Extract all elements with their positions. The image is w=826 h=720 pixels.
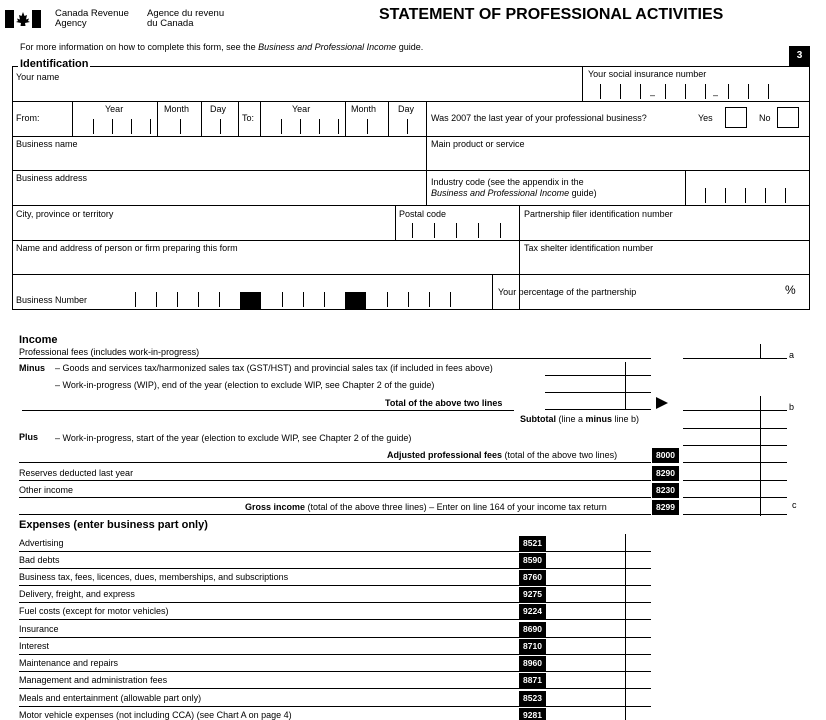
expense-amount[interactable]: [547, 553, 651, 568]
from-day-label: Day: [210, 104, 227, 114]
to-month-label: Month: [351, 104, 377, 114]
wip-start-amount[interactable]: [683, 431, 787, 446]
info-line: [20, 42, 423, 53]
partnership-pct-field[interactable]: [660, 280, 780, 300]
expense-code: 9224: [519, 604, 546, 619]
professional-fees-label: Professional fees (includes work-in-progress): [19, 347, 200, 357]
expense-code: 8590: [519, 553, 546, 568]
gross-income-code: 8299: [652, 500, 679, 515]
expense-code: 8871: [519, 673, 546, 688]
expense-label: Management and administration fees: [19, 675, 168, 685]
income-title: Income: [19, 334, 58, 346]
agency-en-line1: Canada Revenue: [55, 8, 129, 19]
adjusted-fees-bold: Adjusted professional fees: [387, 450, 503, 460]
business-number-field[interactable]: [135, 292, 480, 310]
expense-row-advertising: [0, 535, 826, 552]
expense-label: Delivery, freight, and express: [19, 589, 135, 599]
expense-code: 8521: [519, 536, 546, 551]
from-label: From:: [16, 113, 40, 123]
gst-label: – Goods and services tax/harmonized sales tax (GST/HST) and provincial sales tax (if included in fees above): [55, 363, 493, 373]
sin-label: Your social insurance number: [588, 69, 707, 79]
partnership-filer-label: Partnership filer identification number: [524, 209, 673, 219]
info-prefix: For more information on how to complete this form, see the: [20, 42, 259, 52]
industry-code-guide-suffix: guide): [569, 188, 597, 198]
gross-income-bold: Gross income: [245, 502, 306, 512]
expenses-list: [0, 535, 826, 720]
to-year-label: Year: [292, 104, 311, 114]
partnership-pct-label: Your percentage of the partnership: [498, 287, 637, 297]
other-income-code: 8230: [652, 483, 679, 498]
expense-row-interest: [0, 638, 826, 655]
wip-end-label: – Work-in-progress (WIP), end of the year (election to exclude WIP, see Chapter 2 of the guide): [55, 380, 435, 390]
percent-sign: %: [785, 283, 796, 297]
business-number-label: Business Number: [16, 295, 88, 305]
info-suffix: guide.: [396, 42, 424, 52]
expense-label: Advertising: [19, 538, 64, 548]
subtotal-amount[interactable]: [683, 414, 787, 429]
industry-code-line1: Industry code (see the appendix in the: [431, 177, 584, 187]
agency-name-en: [55, 9, 129, 29]
expense-row-business-tax: [0, 569, 826, 586]
your-name-field[interactable]: [13, 67, 581, 101]
gross-income-amount[interactable]: [683, 500, 787, 515]
expense-amount[interactable]: [547, 570, 651, 585]
expense-label: Insurance: [19, 624, 59, 634]
expense-amount[interactable]: [547, 691, 651, 706]
expense-row-management: [0, 672, 826, 689]
line-b-amount[interactable]: [683, 396, 787, 411]
expense-row-insurance: [0, 621, 826, 638]
postal-code-label: Postal code: [399, 209, 447, 219]
total-two-lines-label: Total of the above two lines: [385, 398, 503, 408]
adjusted-fees-label: [387, 450, 617, 461]
gross-income-label: [245, 502, 607, 513]
expense-label: Fuel costs (except for motor vehicles): [19, 606, 169, 616]
expense-label: Business tax, fees, licences, dues, memberships, and subscriptions: [19, 572, 289, 582]
wip-start-label: – Work-in-progress, start of the year (election to exclude WIP, see Chapter 2 of the guide): [55, 433, 412, 443]
wip-end-amount[interactable]: [545, 378, 651, 393]
reserves-amount[interactable]: [683, 466, 787, 481]
professional-fees-amount[interactable]: [683, 344, 787, 359]
gross-income-rest: (total of the above three lines) – Enter on line 164 of your income tax return: [305, 502, 607, 512]
info-guide-title: Business and Professional Income: [258, 42, 397, 52]
from-month-label: Month: [164, 104, 190, 114]
expense-code: 8523: [519, 691, 546, 706]
from-year-field[interactable]: [93, 119, 153, 135]
subtotal-rest-1: (line a: [556, 414, 586, 424]
no-checkbox[interactable]: [777, 107, 799, 128]
expense-label: Interest: [19, 641, 50, 651]
line-a-marker: a: [789, 350, 795, 360]
line-c-marker: c: [792, 500, 797, 510]
your-name-label: Your name: [16, 72, 60, 82]
subtotal-minus: minus: [585, 414, 613, 424]
from-day-field[interactable]: [220, 119, 240, 135]
expense-row-maintenance: [0, 655, 826, 672]
subtotal-rest-2: line b): [612, 414, 640, 424]
expense-label: Maintenance and repairs: [19, 658, 119, 668]
industry-code-field[interactable]: [705, 188, 805, 204]
expense-code: 9275: [519, 587, 546, 602]
main-product-label: Main product or service: [431, 139, 525, 149]
from-year-label: Year: [105, 104, 124, 114]
gst-amount[interactable]: [545, 362, 651, 376]
preparer-label: Name and address of person or firm preparing this form: [16, 243, 238, 253]
agency-fr-line1: Agence du revenu: [147, 8, 225, 19]
agency-name-fr: [147, 9, 224, 29]
agency-en-line2: Agency: [55, 18, 87, 29]
to-month-field[interactable]: [367, 119, 387, 135]
subtotal-label: [520, 414, 639, 425]
yes-checkbox[interactable]: [725, 107, 747, 128]
business-name-label: Business name: [16, 139, 78, 149]
tax-shelter-label: Tax shelter identification number: [524, 243, 654, 253]
tax-shelter-field[interactable]: [520, 255, 809, 274]
expense-amount[interactable]: [547, 656, 651, 671]
other-income-label: Other income: [19, 485, 74, 495]
expense-amount[interactable]: [547, 536, 651, 551]
expense-amount[interactable]: [547, 604, 651, 619]
city-label: City, province or territory: [16, 209, 114, 219]
expense-row-meals: [0, 690, 826, 707]
industry-code-guide: Business and Professional Income: [431, 188, 570, 198]
reserves-code: 8290: [652, 466, 679, 481]
industry-code-label: [431, 177, 597, 199]
postal-code-field[interactable]: [412, 223, 502, 239]
total-two-lines-amount[interactable]: [545, 395, 651, 410]
expense-amount[interactable]: [547, 639, 651, 654]
partnership-filer-field[interactable]: [520, 220, 809, 240]
adjusted-fees-rest: (total of the above two lines): [502, 450, 618, 460]
expense-label: Bad debts: [19, 555, 60, 565]
expense-amount[interactable]: [547, 622, 651, 637]
expense-row-fuel: [0, 603, 826, 620]
expense-amount[interactable]: [547, 587, 651, 602]
expenses-title: Expenses (enter business part only): [19, 519, 208, 531]
industry-code-line2: [431, 188, 597, 199]
expense-row-motor-vehicle: [0, 707, 826, 720]
line-b-marker: b: [789, 402, 795, 412]
other-income-amount[interactable]: [683, 483, 787, 498]
expense-code: 8690: [519, 622, 546, 637]
expense-code: 8710: [519, 639, 546, 654]
from-month-field[interactable]: [180, 119, 200, 135]
business-address-label: Business address: [16, 173, 88, 183]
no-label: No: [759, 113, 771, 123]
form-title: STATEMENT OF PROFESSIONAL ACTIVITIES: [379, 6, 724, 23]
last-year-question: Was 2007 the last year of your professional business?: [431, 113, 647, 123]
plus-label: Plus: [19, 432, 39, 442]
expense-code: 8960: [519, 656, 546, 671]
to-day-label: Day: [398, 104, 415, 114]
canada-flag-logo: [5, 10, 41, 28]
identification-title: Identification: [20, 58, 89, 70]
arrow-right-icon: [656, 397, 668, 409]
sin-field[interactable]: – –: [600, 84, 790, 100]
expense-code: 9281: [519, 708, 546, 720]
adjusted-fees-code: 8000: [652, 448, 679, 463]
reserves-label: Reserves deducted last year: [19, 468, 134, 478]
expense-label: Meals and entertainment (allowable part only): [19, 693, 202, 703]
to-day-field[interactable]: [407, 119, 427, 135]
subtotal-bold: Subtotal: [520, 414, 556, 424]
expense-row-bad-debts: [0, 552, 826, 569]
expense-amount[interactable]: [547, 708, 651, 720]
yes-label: Yes: [698, 113, 713, 123]
adjusted-fees-amount[interactable]: [683, 448, 787, 463]
expense-label: Motor vehicle expenses (not including CCA) (see Chart A on page 4): [19, 710, 292, 720]
minus-label: Minus: [19, 363, 45, 373]
to-label: To:: [242, 113, 255, 123]
expense-code: 8760: [519, 570, 546, 585]
to-year-field[interactable]: [281, 119, 341, 135]
agency-fr-line2: du Canada: [147, 18, 194, 29]
expense-amount[interactable]: [547, 673, 651, 688]
expense-row-delivery: [0, 586, 826, 603]
page-number-badge: 3: [789, 46, 810, 66]
